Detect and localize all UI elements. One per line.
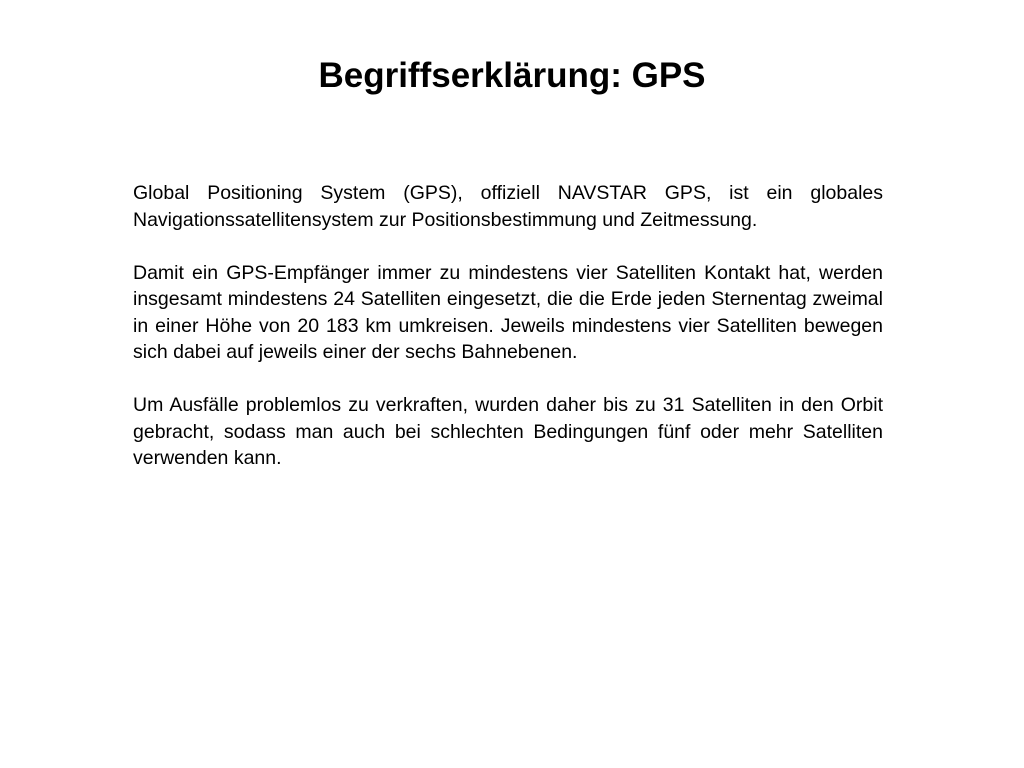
paragraph-definition: Global Positioning System (GPS), offiziell NAVSTAR GPS, ist ein globales Navigationssatellitensystem zur Positionsbestimmung und Zeitmessung. (133, 182, 883, 231)
slide-body (133, 180, 883, 498)
paragraph-satellites: Damit ein GPS-Empfänger immer zu mindestens vier Satelliten Kontakt hat, werden insgesamt mindestens 24 Satelliten eingesetzt, die die Erde jeden Sternentag zweimal in einer Höhe von 20 183 km umkreisen. Jeweils mindestens vier Satelliten bewegen sich dabei auf jeweils einer der sechs Bahnebenen. (133, 261, 883, 363)
paragraph-redundancy: Um Ausfälle problemlos zu verkraften, wurden daher bis zu 31 Satelliten in den Orbit gebracht, sodass man auch bei schlechten Bedingungen fünf oder mehr Satelliten verwenden kann. (133, 394, 883, 469)
slide-title: Begriffserklärung: GPS (318, 56, 706, 95)
